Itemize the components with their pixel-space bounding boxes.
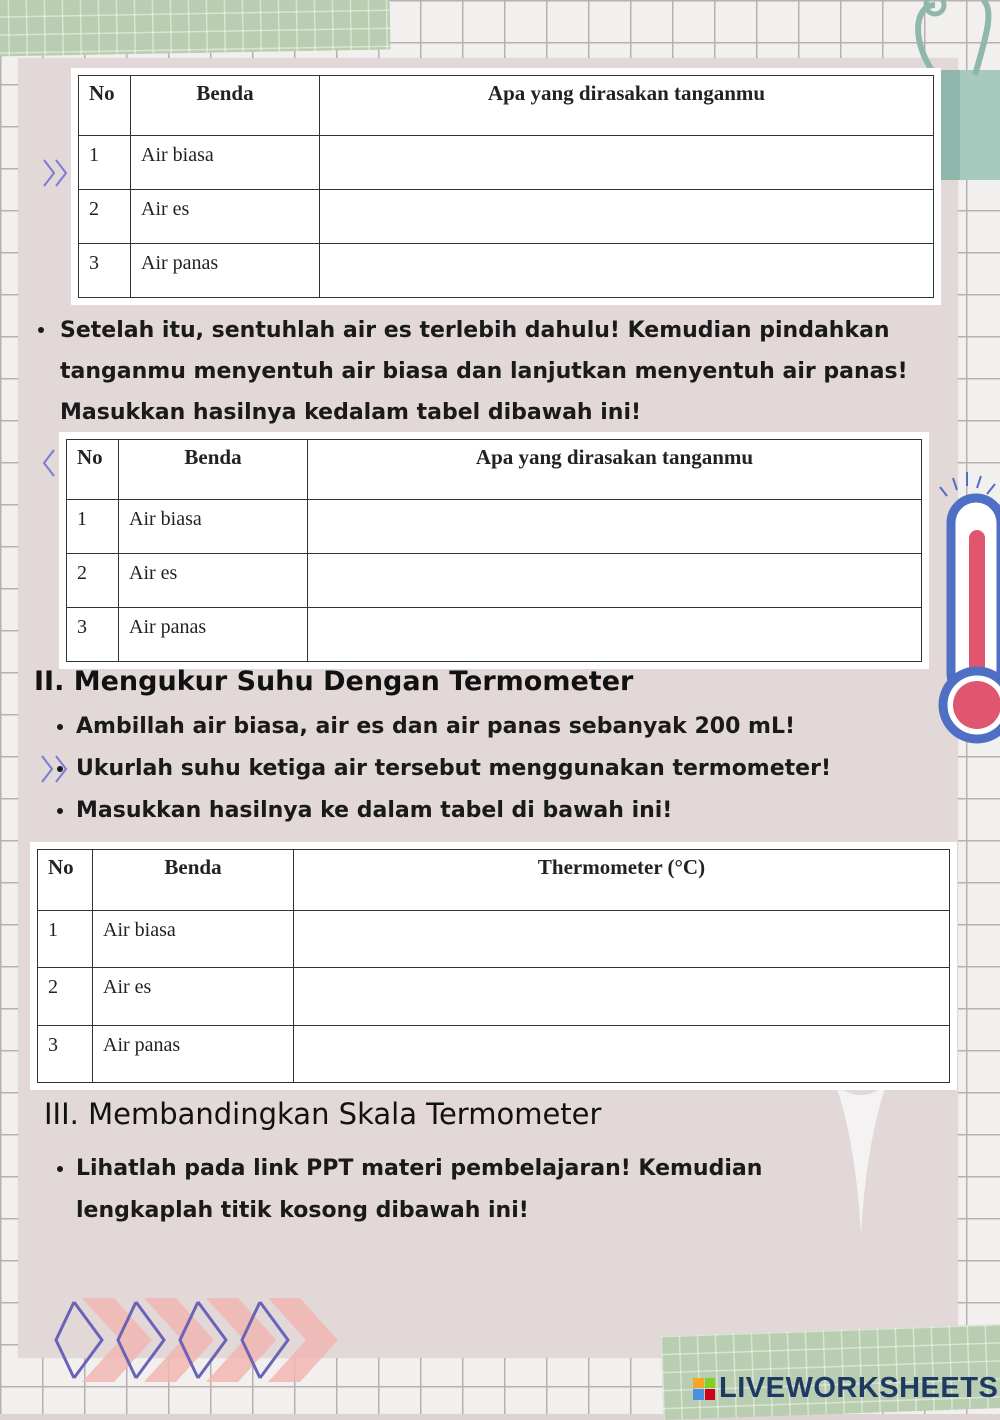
chevron-decoration-icon bbox=[42, 448, 56, 478]
table-row bbox=[67, 554, 922, 608]
answer-cell[interactable] bbox=[320, 244, 934, 298]
table-row bbox=[67, 500, 922, 554]
logo-mark-icon bbox=[693, 1378, 715, 1400]
cell-benda: Air panas bbox=[131, 244, 320, 298]
cell-no: 2 bbox=[79, 190, 131, 244]
answer-cell[interactable] bbox=[320, 190, 934, 244]
cell-no: 2 bbox=[38, 968, 93, 1026]
answer-cell[interactable] bbox=[294, 968, 950, 1026]
header-no: No bbox=[38, 850, 93, 911]
cell-benda: Air panas bbox=[93, 1026, 294, 1083]
cell-benda: Air es bbox=[131, 190, 320, 244]
header-benda: Benda bbox=[131, 76, 320, 136]
cell-no: 2 bbox=[67, 554, 119, 608]
instruction-list-1 bbox=[60, 310, 980, 433]
table-apa-yang-dirasakan-2 bbox=[66, 439, 922, 662]
cell-no: 3 bbox=[38, 1026, 93, 1083]
section-2-title: II. Mengukur Suhu Dengan Termometer bbox=[34, 666, 634, 697]
table-row bbox=[79, 136, 934, 190]
table-row bbox=[67, 608, 922, 662]
chevron-arrows-icon bbox=[52, 1298, 352, 1382]
section-2-bullets bbox=[76, 706, 976, 832]
section-3-bullets bbox=[76, 1148, 896, 1232]
table-thermometer bbox=[37, 849, 950, 1083]
instruction-text: Setelah itu, sentuhlah air es terlebih dahulu! Kemudian pindahkan tanganmu menyentuh air biasa dan lanjutkan menyentuh air panas! Masukkan hasilnya kedalam tabel dibawah ini! bbox=[60, 310, 980, 433]
answer-cell[interactable] bbox=[308, 608, 922, 662]
answer-cell[interactable] bbox=[308, 500, 922, 554]
table-header-row bbox=[38, 850, 950, 911]
table-header-row bbox=[79, 76, 934, 136]
header-apa-yang-dirasakan: Apa yang dirasakan tanganmu bbox=[308, 440, 922, 500]
answer-cell[interactable] bbox=[320, 136, 934, 190]
table-row bbox=[38, 1026, 950, 1083]
cell-no: 1 bbox=[79, 136, 131, 190]
header-benda: Benda bbox=[119, 440, 308, 500]
section-3-title: III. Membandingkan Skala Termometer bbox=[44, 1097, 602, 1131]
cell-benda: Air es bbox=[119, 554, 308, 608]
table-row bbox=[79, 190, 934, 244]
washi-tape-top bbox=[0, 0, 390, 56]
table-row bbox=[79, 244, 934, 298]
header-apa-yang-dirasakan: Apa yang dirasakan tanganmu bbox=[320, 76, 934, 136]
cell-benda: Air panas bbox=[119, 608, 308, 662]
list-item: Ambillah air biasa, air es dan air panas sebanyak 200 mL! bbox=[76, 706, 976, 748]
answer-cell[interactable] bbox=[308, 554, 922, 608]
table-row bbox=[38, 911, 950, 968]
liveworksheets-logo[interactable] bbox=[693, 1372, 998, 1405]
cell-benda: Air biasa bbox=[131, 136, 320, 190]
answer-cell[interactable] bbox=[294, 1026, 950, 1083]
table-row bbox=[38, 968, 950, 1026]
list-item: Ukurlah suhu ketiga air tersebut menggunakan termometer! bbox=[76, 748, 976, 790]
cell-benda: Air biasa bbox=[119, 500, 308, 554]
cell-no: 1 bbox=[38, 911, 93, 968]
answer-cell[interactable] bbox=[294, 911, 950, 968]
header-benda: Benda bbox=[93, 850, 294, 911]
cell-benda: Air biasa bbox=[93, 911, 294, 968]
header-no: No bbox=[79, 76, 131, 136]
logo-text: LIVEWORKSHEETS bbox=[719, 1372, 999, 1404]
table-apa-yang-dirasakan-1 bbox=[78, 75, 934, 298]
header-no: No bbox=[67, 440, 119, 500]
chevron-decoration-icon bbox=[42, 158, 68, 188]
cell-benda: Air es bbox=[93, 968, 294, 1026]
list-item: Lihatlah pada link PPT materi pembelajaran! Kemudian lengkaplah titik kosong dibawah ini! bbox=[76, 1148, 896, 1232]
header-thermometer: Thermometer (°C) bbox=[294, 850, 950, 911]
table-header-row bbox=[67, 440, 922, 500]
cell-no: 3 bbox=[79, 244, 131, 298]
cell-no: 3 bbox=[67, 608, 119, 662]
list-item: Masukkan hasilnya ke dalam tabel di bawah ini! bbox=[76, 790, 976, 832]
cell-no: 1 bbox=[67, 500, 119, 554]
